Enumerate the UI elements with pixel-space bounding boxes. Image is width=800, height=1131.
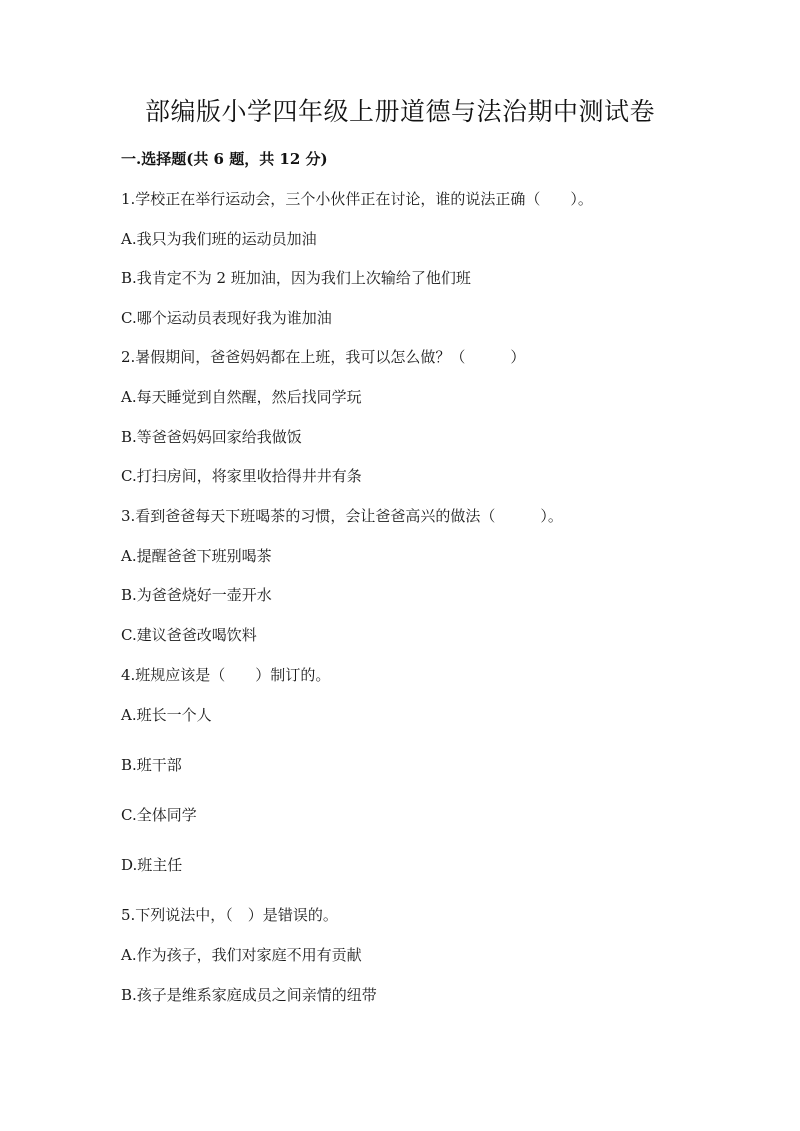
question-4-stem: 4.班规应该是（ ）制订的。 xyxy=(121,666,331,684)
question-1-option-b: B.我肯定不为 2 班加油，因为我们上次输给了他们班 xyxy=(121,269,471,287)
question-5-option-b: B.孩子是维系家庭成员之间亲情的纽带 xyxy=(121,986,377,1004)
question-2-option-a: A.每天睡觉到自然醒，然后找同学玩 xyxy=(121,388,362,406)
question-2-option-c: C.打扫房间，将家里收拾得井井有条 xyxy=(121,467,362,485)
question-3-stem: 3.看到爸爸每天下班喝茶的习惯，会让爸爸高兴的做法（ ）。 xyxy=(121,507,563,525)
exam-title: 部编版小学四年级上册道德与法治期中测试卷 xyxy=(144,97,655,126)
question-2-stem: 2.暑假期间，爸爸妈妈都在上班，我可以怎么做？（ ） xyxy=(121,348,526,366)
question-3-option-c: C.建议爸爸改喝饮料 xyxy=(121,626,257,644)
question-5-stem: 5.下列说法中，（ ）是错误的。 xyxy=(121,906,338,924)
question-5-option-a: A.作为孩子，我们对家庭不用有贡献 xyxy=(121,946,362,964)
question-2-option-b: B.等爸爸妈妈回家给我做饭 xyxy=(121,428,302,446)
question-4-option-a: A.班长一个人 xyxy=(121,706,212,724)
question-1-stem: 1.学校正在举行运动会，三个小伙伴正在讨论，谁的说法正确（ ）。 xyxy=(121,190,593,208)
section-heading: 一.选择题(共 6 题，共 12 分) xyxy=(121,150,328,168)
question-3-option-a: A.提醒爸爸下班别喝茶 xyxy=(121,547,272,565)
question-1-option-c: C.哪个运动员表现好我为谁加油 xyxy=(121,309,332,327)
question-1-option-a: A.我只为我们班的运动员加油 xyxy=(121,230,317,248)
question-3-option-b: B.为爸爸烧好一壶开水 xyxy=(121,586,272,604)
question-4-option-c: C.全体同学 xyxy=(121,806,197,824)
question-4-option-d: D.班主任 xyxy=(121,856,183,874)
question-4-option-b: B.班干部 xyxy=(121,756,182,774)
